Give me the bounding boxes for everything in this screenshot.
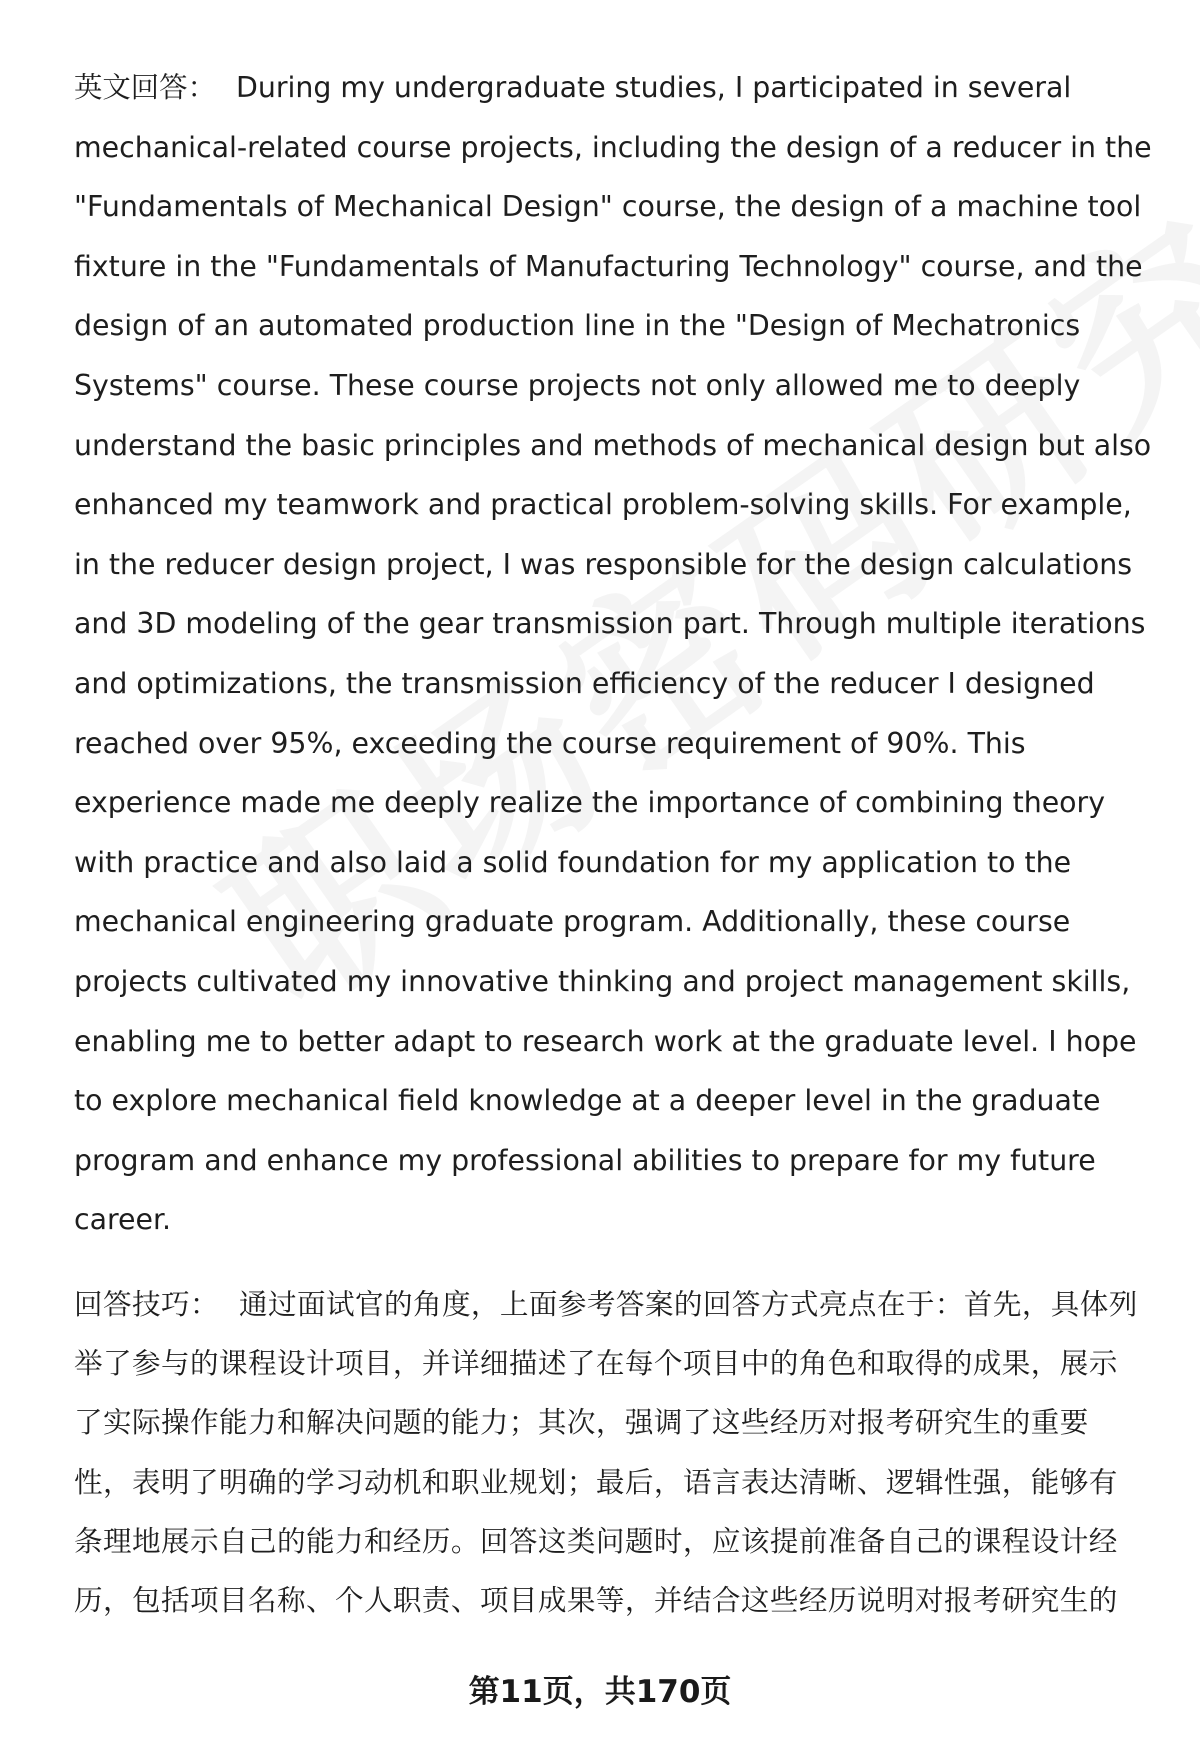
english-answer-line: career. — [74, 1203, 172, 1237]
english-answer-line: program and enhance my professional abilities to prepare for my future — [74, 1143, 1096, 1177]
english-answer-line: in the reducer design project, I was responsible for the design calculations — [74, 547, 1133, 581]
english-answer-label: 英文回答： — [74, 71, 216, 104]
english-answer-section — [74, 58, 1164, 1250]
english-answer-line: and 3D modeling of the gear transmission part. Through multiple iterations — [74, 607, 1146, 641]
page-indicator: 第11页，共170页 — [468, 1674, 732, 1710]
english-answer-line: mechanical-related course projects, including the design of a reducer in the — [74, 130, 1152, 164]
english-answer-line: and optimizations, the transmission efficiency of the reducer I designed — [74, 666, 1095, 700]
english-answer-line: reached over 95%, exceeding the course requirement of 90%. This — [74, 726, 1026, 760]
english-answer-line: "Fundamentals of Mechanical Design" course, the design of a machine tool — [74, 190, 1142, 224]
english-answer-line: to explore mechanical field knowledge at a deeper level in the graduate — [74, 1084, 1101, 1118]
english-answer-line: projects cultivated my innovative thinking and project management skills, — [74, 964, 1131, 998]
english-answer-line: design of an automated production line in the "Design of Mechatronics — [74, 309, 1081, 343]
english-answer-line: experience made me deeply realize the importance of combining theory — [74, 786, 1106, 820]
english-answer-line: with practice and also laid a solid foundation for my application to the — [74, 845, 1072, 879]
answer-tips-line: 历，包括项目名称、个人职责、项目成果等，并结合这些经历说明对报考研究生的 — [74, 1583, 1118, 1618]
answer-tips-label: 回答技巧： — [74, 1287, 219, 1321]
answer-tips-line: 性，表明了明确的学习动机和职业规划；最后，语言表达清晰、逻辑性强，能够有 — [74, 1464, 1118, 1499]
english-answer-line: enabling me to better adapt to research work at the graduate level. I hope — [74, 1024, 1137, 1058]
answer-tips-line: 回答技巧： 通过面试官的角度，上面参考答案的回答方式亮点在于：首先，具体列 — [74, 1287, 1138, 1321]
english-answer-line: 英文回答： During my undergraduate studies, I participated in several — [74, 71, 1072, 104]
answer-tips-line: 条理地展示自己的能力和经历。回答这类问题时，应该提前准备自己的课程设计经 — [74, 1523, 1118, 1558]
english-answer-line: fixture in the "Fundamentals of Manufacturing Technology" course, and the — [74, 249, 1143, 283]
english-answer-line: enhanced my teamwork and practical problem-solving skills. For example, — [74, 488, 1132, 522]
answer-tips-section — [74, 1275, 1164, 1630]
english-answer-line: understand the basic principles and methods of mechanical design but also — [74, 428, 1152, 462]
english-answer-line: mechanical engineering graduate program. Additionally, these course — [74, 905, 1071, 939]
english-answer-line: Systems" course. These course projects not only allowed me to deeply — [74, 368, 1081, 402]
answer-tips-line: 了实际操作能力和解决问题的能力；其次，强调了这些经历对报考研究生的重要 — [74, 1405, 1089, 1440]
answer-tips-line: 举了参与的课程设计项目，并详细描述了在每个项目中的角色和取得的成果，展示 — [74, 1346, 1118, 1381]
